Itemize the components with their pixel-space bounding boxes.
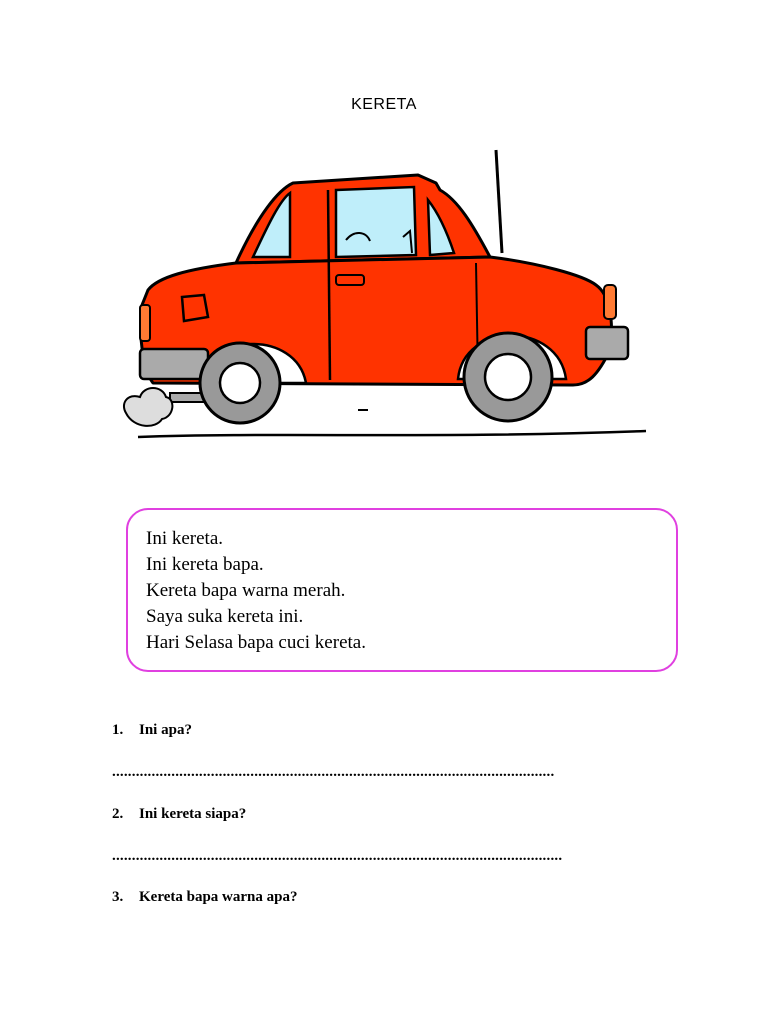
- car-rear-bumper: [140, 349, 208, 379]
- question-text: Ini kereta siapa?: [139, 806, 247, 822]
- car-illustration: [118, 145, 658, 445]
- story-box: [126, 508, 678, 672]
- question-3: [112, 889, 297, 906]
- question-number: 3.: [112, 889, 124, 905]
- answer-line-1[interactable]: ................................................................................................................: [112, 764, 555, 780]
- car-window-front: [336, 187, 416, 257]
- question-1: [112, 722, 192, 739]
- story-line: Saya suka kereta ini.: [146, 606, 304, 627]
- question-text: Ini apa?: [139, 722, 192, 738]
- question-number: 2.: [112, 806, 124, 822]
- car-front-wheel: [464, 333, 552, 421]
- car-fuel-cap: [182, 295, 208, 321]
- car-door-handle: [336, 275, 364, 285]
- story-line: Ini kereta.: [146, 528, 224, 549]
- ground-line: [138, 431, 646, 437]
- car-exhaust-smoke: [124, 388, 172, 426]
- car-rear-wheel: [200, 343, 280, 423]
- car-antenna: [496, 150, 502, 253]
- story-line: Kereta bapa warna merah.: [146, 580, 346, 601]
- question-text: Kereta bapa warna apa?: [139, 889, 298, 905]
- story-line: Ini kereta bapa.: [146, 554, 264, 575]
- question-number: 1.: [112, 722, 124, 738]
- story-line: Hari Selasa bapa cuci kereta.: [146, 632, 366, 653]
- question-2: [112, 806, 246, 823]
- answer-line-2[interactable]: ..................................................................................................................: [112, 848, 563, 864]
- car-front-bumper: [586, 327, 628, 359]
- page-title: KERETA: [351, 96, 417, 113]
